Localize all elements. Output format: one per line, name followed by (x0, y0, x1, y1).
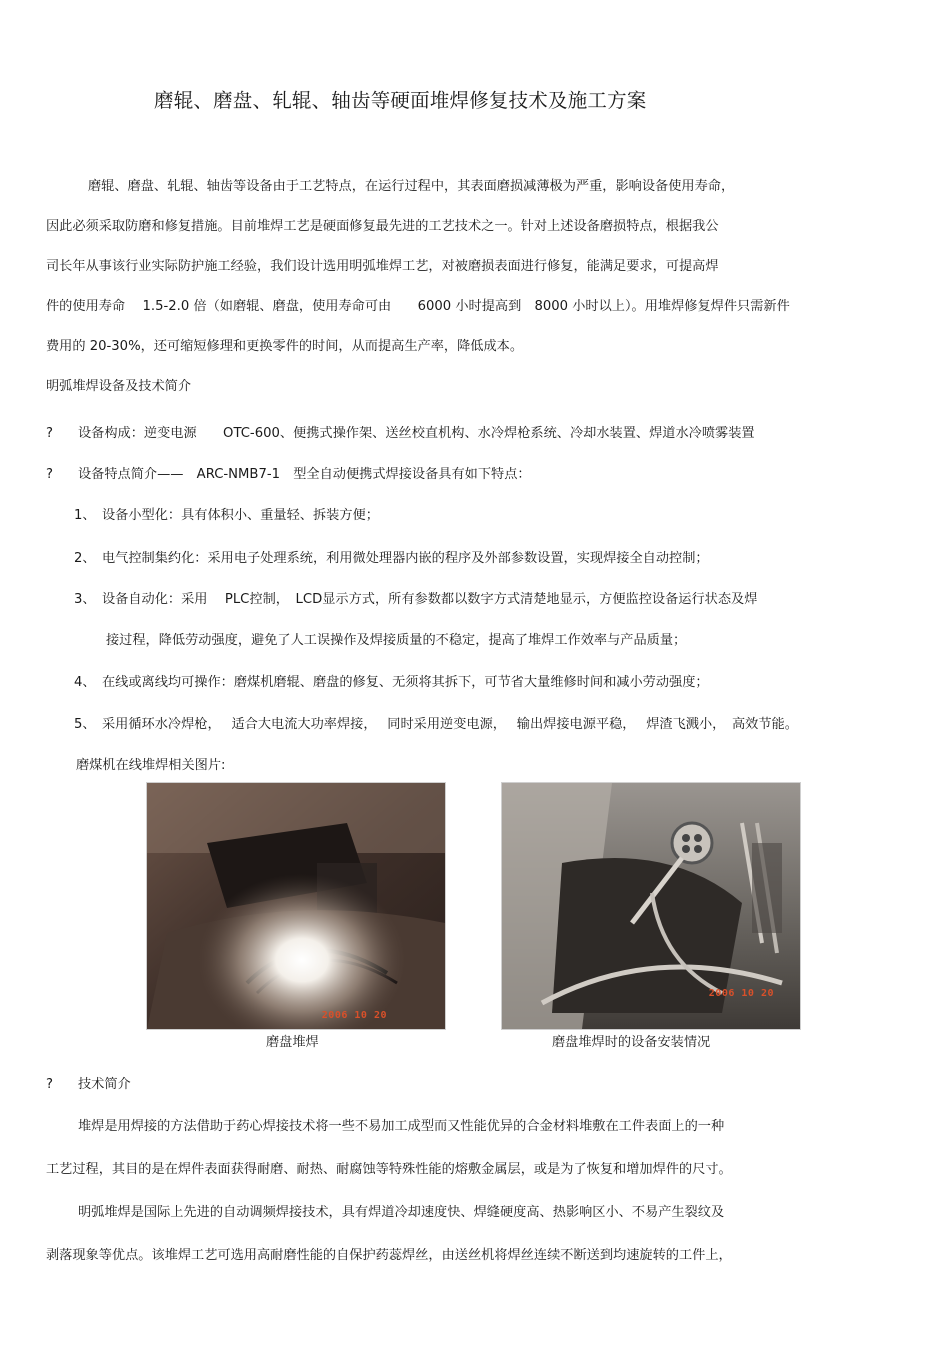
equipment-composition: 设备构成：逆变电源 OTC-600、便携式操作架、送丝校直机构、水冷焊枪系统、冷却水装置、焊道水冷喷雾装置 (78, 426, 755, 441)
photo-date-stamp: 2006 10 20 (708, 988, 774, 999)
feature-number: 5、 (74, 717, 96, 732)
intro-line: 磨辊、磨盘、轧辊、轴齿等设备由于工艺特点，在运行过程中，其表面磨损减薄极为严重，影响设备使用寿命， (88, 179, 735, 194)
photos-heading: 磨煤机在线堆焊相关图片: (76, 758, 226, 773)
tech-line: 明弧堆焊是国际上先进的自动调频焊接技术，具有焊道冷却速度快、焊缝硬度高、热影响区小、不易产生裂纹及 (78, 1205, 725, 1220)
feature-number: 1、 (74, 508, 96, 523)
feature-number: 4、 (74, 675, 96, 690)
intro-line: 件的使用寿命 1.5-2.0 倍（如磨辊、磨盘，使用寿命可由 6000 小时提高到 8000 小时以上）。用堆焊修复焊件只需新件 (46, 299, 790, 314)
intro-line: 费用的 20-30%，还可缩短修理和更换零件的时间，从而提高生产率，降低成本。 (46, 339, 524, 354)
feature-text: 采用循环水冷焊枪， 适合大电流大功率焊接， 同时采用逆变电源， 输出焊接电源平稳， 焊渣飞溅小， 高效节能。 (102, 717, 798, 732)
photo-date-stamp: 2006 10 20 (321, 1010, 387, 1021)
section-heading: 明弧堆焊设备及技术简介 (46, 379, 192, 394)
tech-line: 工艺过程，其目的是在焊件表面获得耐磨、耐热、耐腐蚀等特殊性能的熔敷金属层，或是为了恢复和增加焊件的尺寸。 (46, 1162, 732, 1177)
equipment-photo (501, 782, 801, 1030)
feature-text: 设备自动化：采用 PLC控制， LCD显示方式，所有参数都以数字方式清楚地显示，方便监控设备运行状态及焊 (102, 592, 758, 607)
feature-text-continued: 接过程，降低劳动强度，避免了人工误操作及焊接质量的不稳定，提高了堆焊工作效率与产品质量； (106, 633, 687, 648)
welding-photo (146, 782, 446, 1030)
feature-text: 电气控制集约化：采用电子处理系统，利用微处理器内嵌的程序及外部参数设置，实现焊接全自动控制； (102, 551, 709, 566)
feature-text: 设备小型化：具有体积小、重量轻、拆装方便； (102, 508, 379, 523)
tech-heading: 技术简介 (78, 1077, 131, 1092)
feature-text: 在线或离线均可操作：磨煤机磨辊、磨盘的修复、无须将其拆下，可节省大量维修时间和减小劳动强度； (102, 675, 709, 690)
equipment-features-intro: 设备特点简介—— ARC-NMB7-1 型全自动便携式焊接设备具有如下特点： (78, 467, 531, 482)
bullet-marker: ? (46, 426, 53, 441)
photo-caption: 磨盘堆焊时的设备安装情况 (552, 1035, 711, 1050)
intro-line: 因此必须采取防磨和修复措施。目前堆焊工艺是硬面修复最先进的工艺技术之一。针对上述设备磨损特点，根据我公 (46, 219, 719, 234)
feature-number: 3、 (74, 592, 96, 607)
tech-line: 堆焊是用焊接的方法借助于药心焊接技术将一些不易加工成型而又性能优异的合金材料堆敷在工件表面上的一种 (78, 1119, 725, 1134)
photo-caption: 磨盘堆焊 (266, 1035, 319, 1050)
feature-number: 2、 (74, 551, 96, 566)
bullet-marker: ? (46, 467, 53, 482)
bullet-marker: ? (46, 1077, 53, 1092)
page-title: 磨辊、磨盘、轧辊、轴齿等硬面堆焊修复技术及施工方案 (154, 89, 647, 112)
intro-line: 司长年从事该行业实际防护施工经验，我们设计选用明弧堆焊工艺，对被磨损表面进行修复，能满足要求，可提高焊 (46, 259, 719, 274)
tech-line: 剥落现象等优点。该堆焊工艺可选用高耐磨性能的自保护药蕊焊丝，由送丝机将焊丝连续不断送到均速旋转的工件上， (46, 1248, 732, 1263)
